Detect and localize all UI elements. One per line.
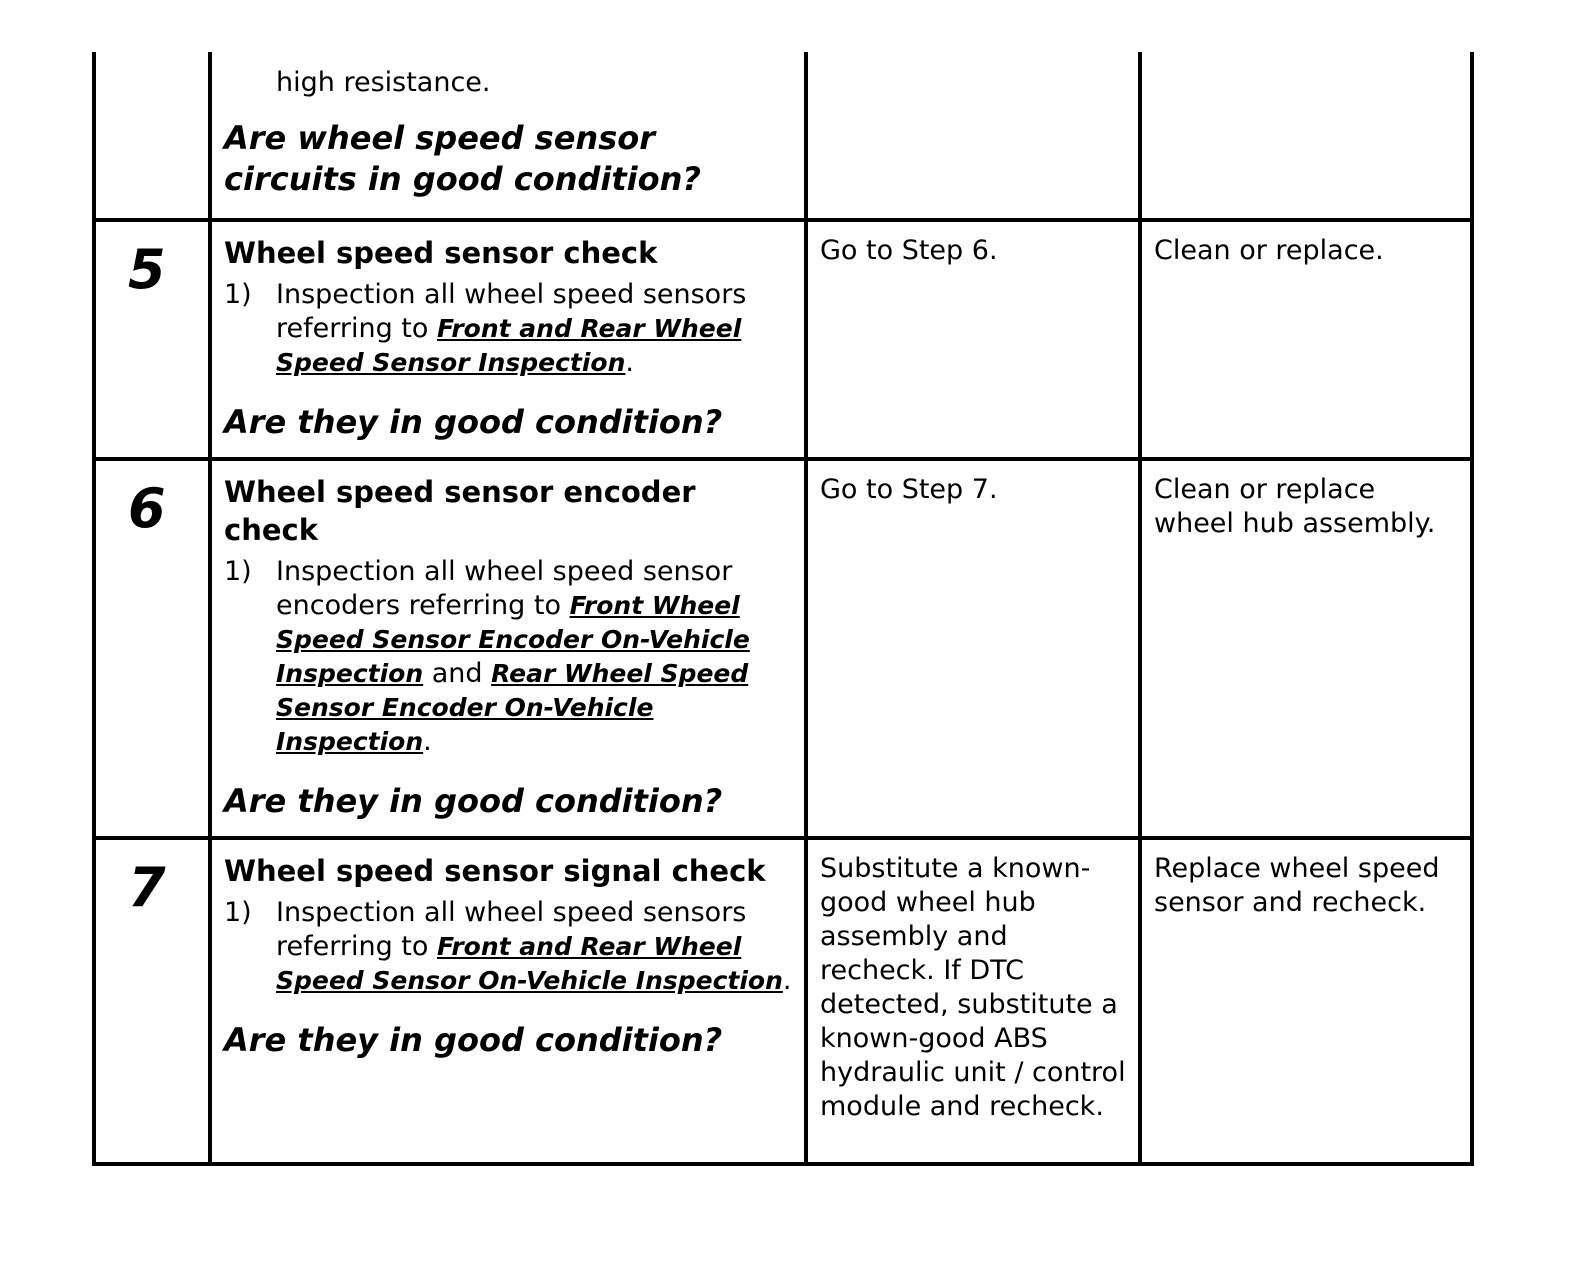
step-cell (94, 220, 210, 459)
yes-cell (806, 52, 1140, 220)
item-text-mid: and (423, 658, 492, 689)
step-title: Wheel speed sensor check (224, 236, 658, 270)
item-text-post: . (423, 726, 432, 757)
yes-cell (806, 459, 1140, 838)
action-cell (210, 838, 806, 1164)
item-text-pre: Inspection all wheel speed sensors referring to (276, 897, 747, 962)
action-cell (210, 52, 806, 220)
diagnostic-table (92, 52, 1474, 1166)
step-number: 7 (128, 856, 166, 919)
list-item (224, 555, 794, 759)
step-title: Wheel speed sensor signal check (224, 854, 766, 888)
action-cell (210, 220, 806, 459)
no-cell (1140, 220, 1472, 459)
step-cell (94, 838, 210, 1164)
no-cell (1140, 838, 1472, 1164)
item-text (276, 278, 794, 380)
step-number: 6 (128, 477, 166, 540)
rear-encoder-inspection-link[interactable]: Rear Wheel Speed Sensor Encoder On-Vehicle Inspection (276, 659, 749, 756)
continued-text: high resistance. (276, 67, 491, 98)
no-result: Clean or replace. (1154, 235, 1384, 266)
no-result: Clean or replace wheel hub assembly. (1154, 474, 1436, 539)
list-item (224, 278, 794, 380)
no-cell (1140, 459, 1472, 838)
question-text: Are they in good condition? (224, 1021, 723, 1059)
question-text: Are they in good condition? (224, 782, 723, 820)
yes-result: Substitute a known-good wheel hub assembly and recheck. If DTC detected, substitute a known-good ABS hydraulic unit / control module and recheck. (820, 853, 1126, 1122)
yes-result: Go to Step 7. (820, 474, 998, 505)
yes-cell (806, 838, 1140, 1164)
item-text (276, 555, 794, 759)
item-number: 1) (224, 556, 252, 587)
step-cell (94, 52, 210, 220)
item-text-post: . (625, 347, 634, 378)
yes-result: Go to Step 6. (820, 235, 998, 266)
item-text-pre: Inspection all wheel speed sensor encoders referring to (276, 556, 733, 621)
step-title: Wheel speed sensor encoder check (224, 475, 696, 547)
step-number: 5 (128, 238, 166, 301)
table-row-step-7 (94, 838, 1472, 1164)
item-text-pre: Inspection all wheel speed sensors referring to (276, 279, 747, 344)
table-row-step-5 (94, 220, 1472, 459)
action-cell (210, 459, 806, 838)
item-number: 1) (224, 897, 252, 928)
item-text (276, 896, 794, 998)
no-result: Replace wheel speed sensor and recheck. (1154, 853, 1440, 918)
list-item (224, 896, 794, 998)
step-cell (94, 459, 210, 838)
table-row-continued (94, 52, 1472, 220)
question-text: Are they in good condition? (224, 403, 723, 441)
no-cell (1140, 52, 1472, 220)
inspection-link[interactable]: Front and Rear Wheel Speed Sensor Inspection (276, 314, 742, 377)
front-encoder-inspection-link[interactable]: Front Wheel Speed Sensor Encoder On-Vehicle Inspection (276, 591, 750, 688)
question-text: Are wheel speed sensor circuits in good condition? (224, 119, 701, 198)
table-row-step-6 (94, 459, 1472, 838)
item-text-post: . (782, 965, 792, 996)
item-number: 1) (224, 279, 252, 310)
inspection-link[interactable]: Front and Rear Wheel Speed Sensor On-Vehicle Inspection (276, 932, 783, 995)
yes-cell (806, 220, 1140, 459)
